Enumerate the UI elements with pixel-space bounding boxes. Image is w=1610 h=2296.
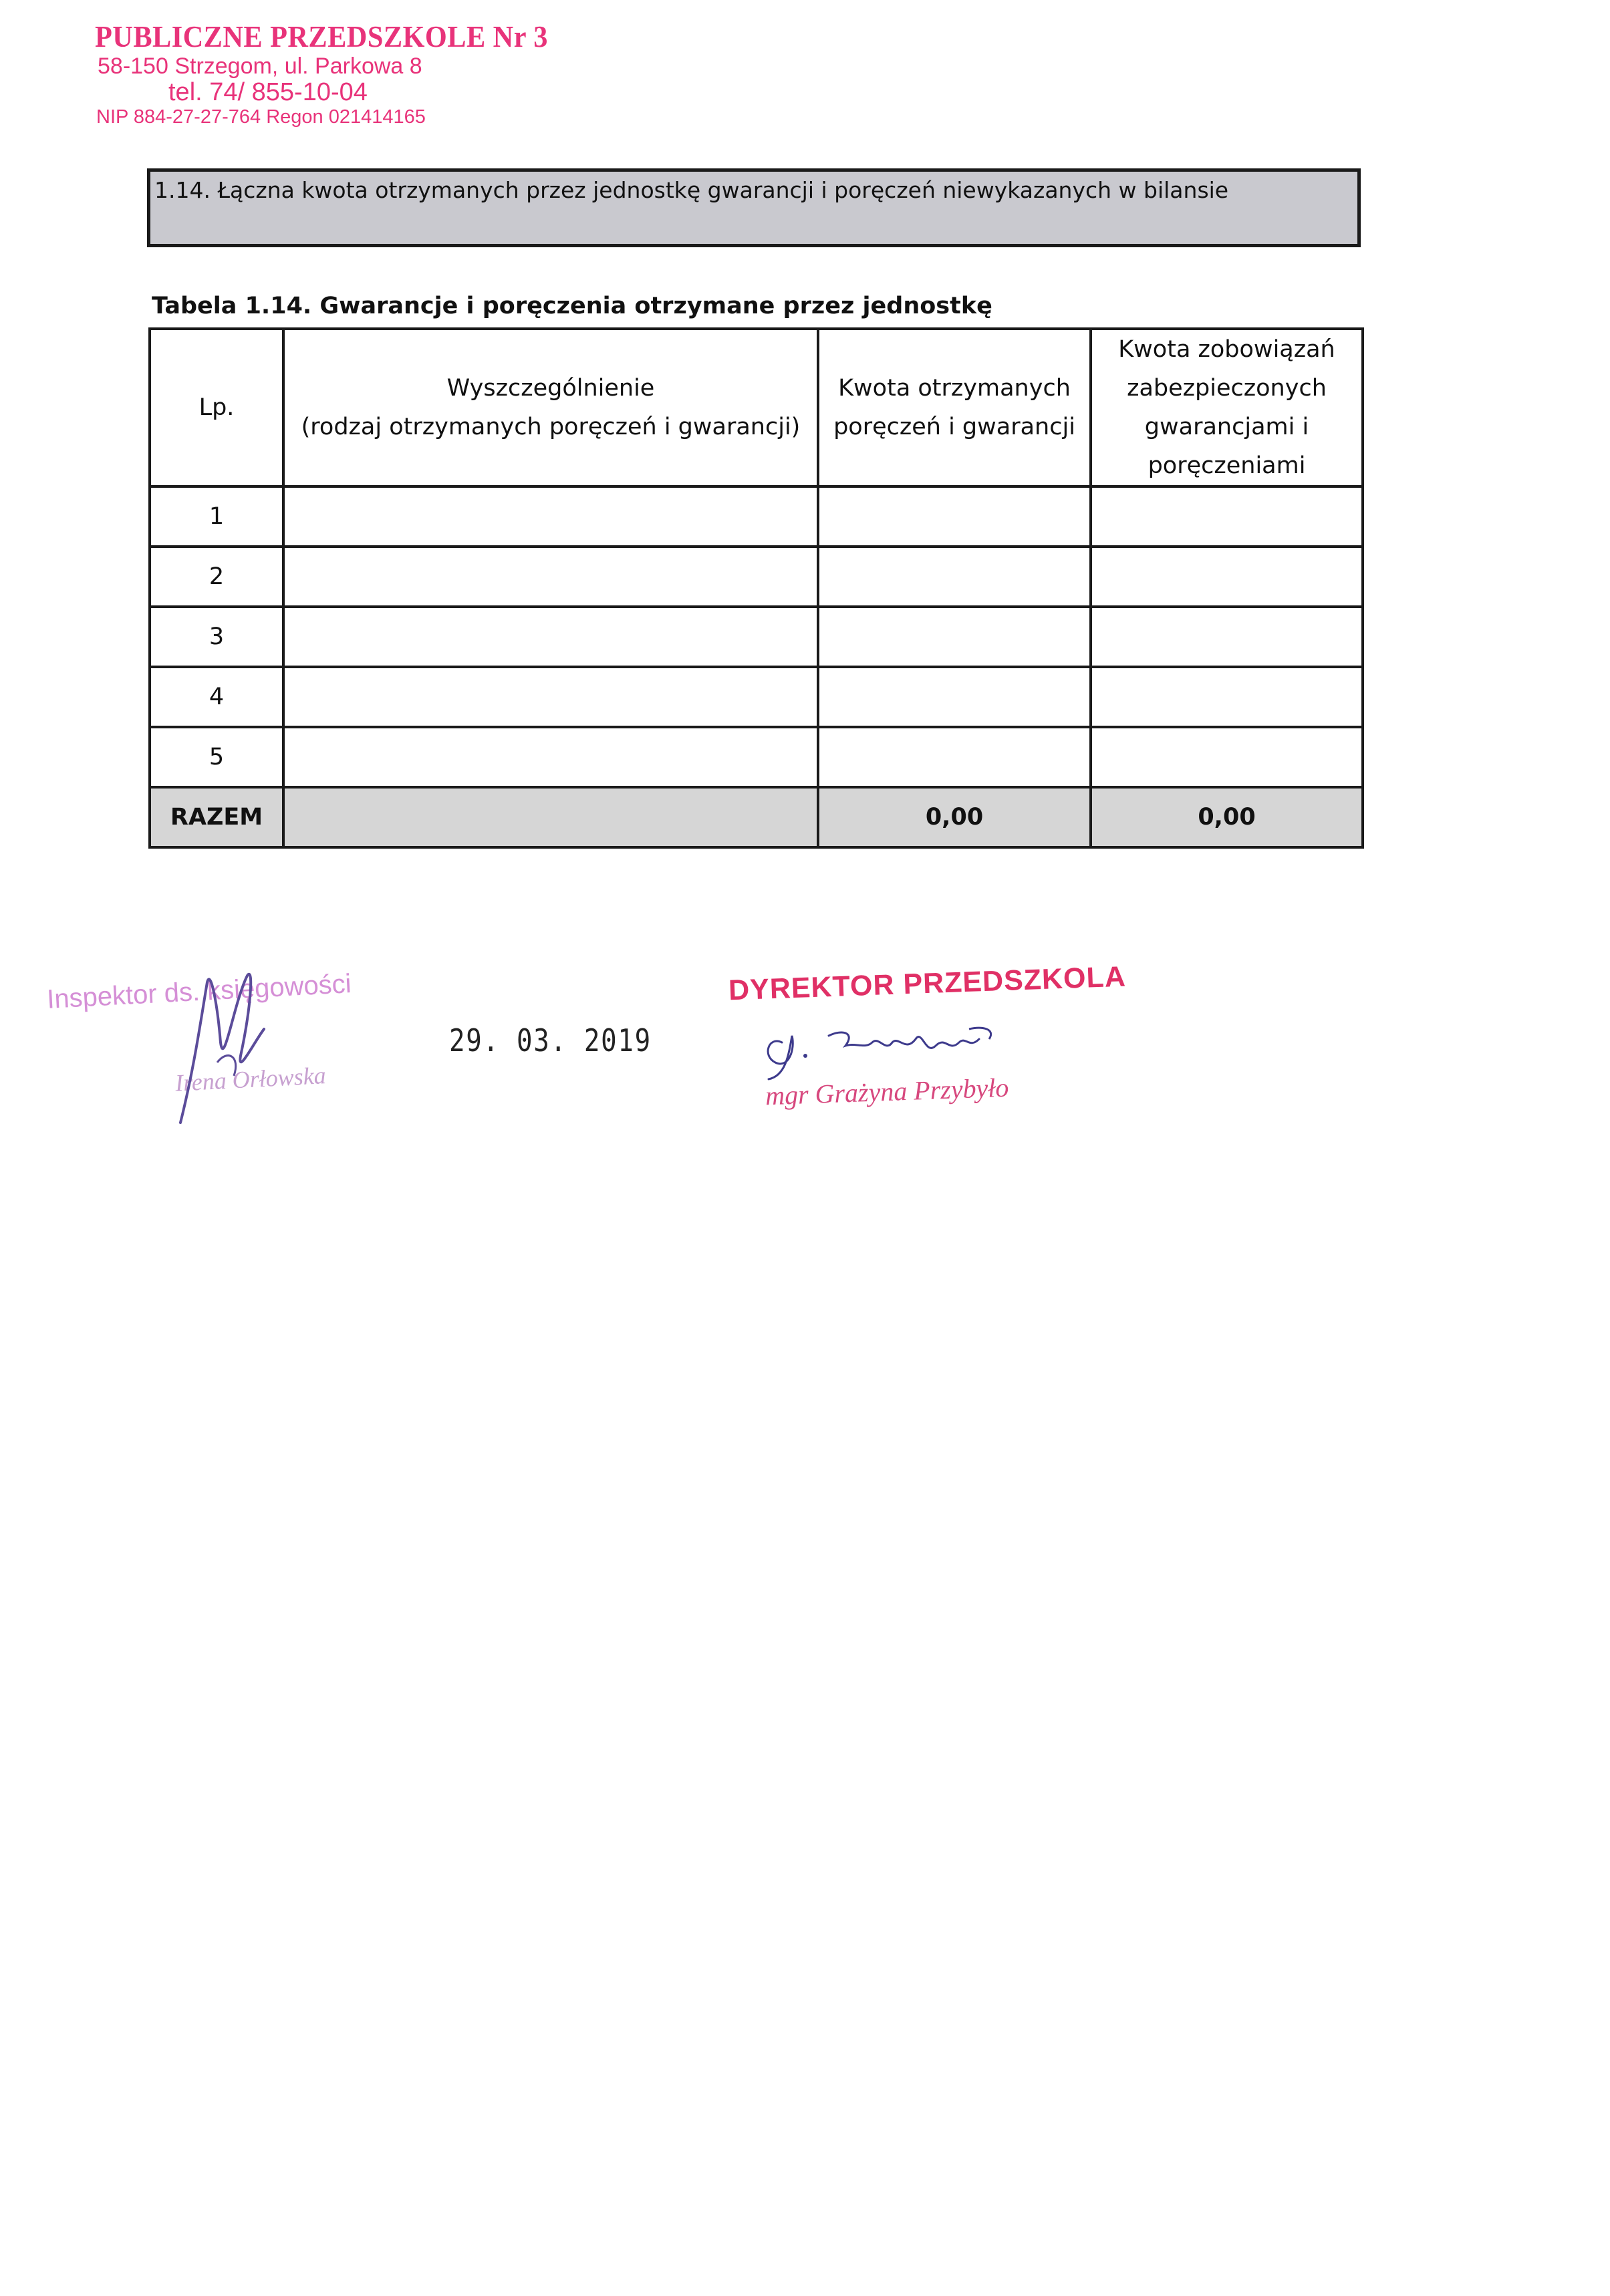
cell-lp: 2 xyxy=(150,547,283,607)
cell-desc xyxy=(283,607,818,667)
inspector-signature-icon xyxy=(154,962,287,1129)
total-secured: 0,00 xyxy=(1091,787,1363,847)
cell-secured xyxy=(1091,727,1363,787)
total-label: RAZEM xyxy=(150,787,283,847)
cell-amount xyxy=(818,547,1091,607)
cell-amount xyxy=(818,486,1091,547)
header-amount: Kwota otrzymanych poręczeń i gwarancji xyxy=(818,329,1091,486)
cell-secured xyxy=(1091,547,1363,607)
cell-amount xyxy=(818,667,1091,727)
date-stamp: 29. 03. 2019 xyxy=(449,1022,652,1058)
cell-desc xyxy=(283,486,818,547)
header-secured: Kwota zobowiązań zabezpieczonych gwarancjami i poręczeniami xyxy=(1091,329,1363,486)
table-title: Tabela 1.14. Gwarancje i poręczenia otrzymane przez jednostkę xyxy=(152,293,992,319)
table-row xyxy=(150,486,1363,547)
table-row xyxy=(150,667,1363,727)
inspector-stamp: Inspektor ds. księgowości xyxy=(46,969,352,1014)
school-address: 58-150 Strzegom, ul. Parkowa 8 xyxy=(98,53,422,79)
cell-amount xyxy=(818,727,1091,787)
cell-lp: 5 xyxy=(150,727,283,787)
section-heading-box xyxy=(147,168,1361,247)
section-heading: 1.14. Łączna kwota otrzymanych przez jednostkę gwarancji i poręczeń niewykazanych w bilansie xyxy=(154,177,1229,203)
table-row xyxy=(150,547,1363,607)
cell-desc xyxy=(283,667,818,727)
director-stamp: DYREKTOR PRZEDSZKOLA xyxy=(728,960,1127,1007)
table-total-row xyxy=(150,787,1363,847)
cell-desc xyxy=(283,547,818,607)
total-amount: 0,00 xyxy=(818,787,1091,847)
cell-desc xyxy=(283,727,818,787)
cell-lp: 3 xyxy=(150,607,283,667)
cell-lp: 1 xyxy=(150,486,283,547)
header-description: Wyszczególnienie (rodzaj otrzymanych poręczeń i gwarancji) xyxy=(283,329,818,486)
school-phone: tel. 74/ 855-10-04 xyxy=(168,78,368,106)
director-name: mgr Grażyna Przybyło xyxy=(765,1072,1010,1111)
table-row xyxy=(150,727,1363,787)
cell-secured xyxy=(1091,667,1363,727)
guarantees-table xyxy=(148,327,1364,849)
inspector-name: Irena Orłowska xyxy=(174,1062,327,1097)
table-row xyxy=(150,607,1363,667)
school-nip-regon: NIP 884-27-27-764 Regon 021414165 xyxy=(96,106,426,128)
total-desc-empty xyxy=(283,787,818,847)
cell-secured xyxy=(1091,486,1363,547)
cell-secured xyxy=(1091,607,1363,667)
school-stamp xyxy=(95,20,587,128)
header-lp: Lp. xyxy=(150,329,283,486)
cell-amount xyxy=(818,607,1091,667)
cell-lp: 4 xyxy=(150,667,283,727)
school-name: PUBLICZNE PRZEDSZKOLE Nr 3 xyxy=(95,19,548,53)
table-header-row xyxy=(150,329,1363,486)
